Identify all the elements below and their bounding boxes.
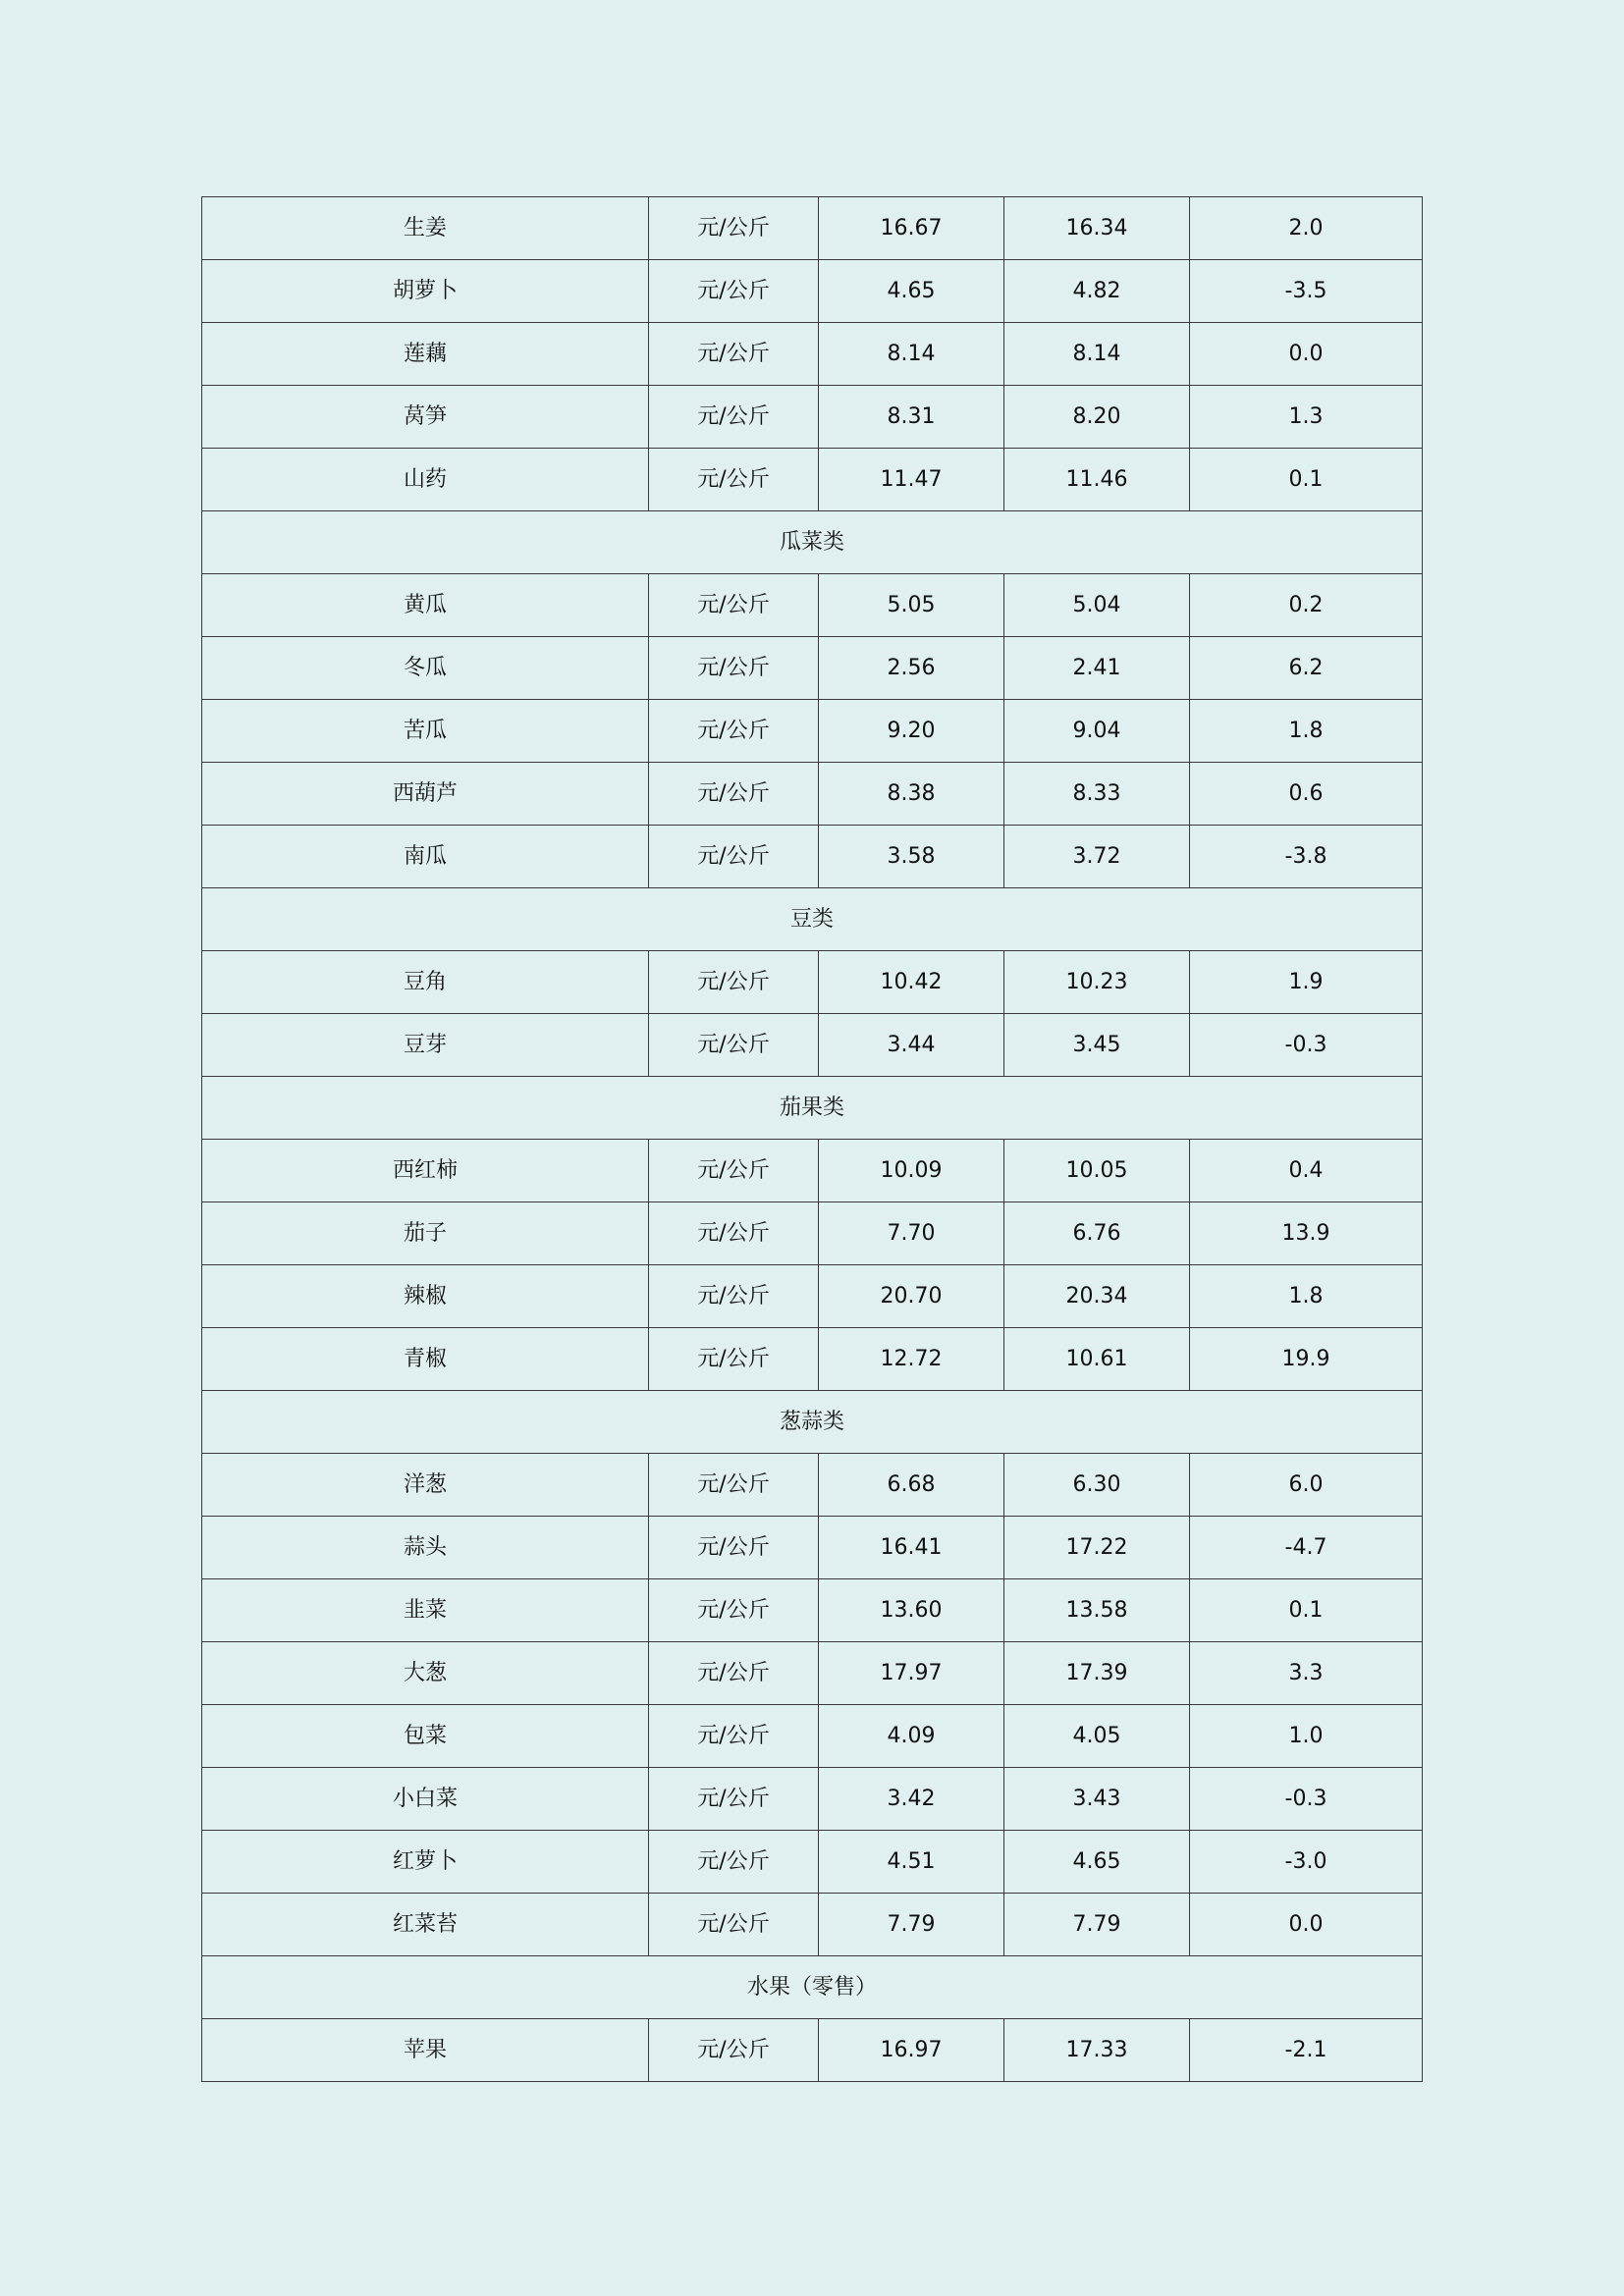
- current-price-cell: 8.31: [819, 386, 1004, 449]
- current-price-cell: 10.42: [819, 951, 1004, 1014]
- previous-price-cell: 4.05: [1004, 1705, 1190, 1768]
- previous-price-cell: 17.33: [1004, 2019, 1190, 2082]
- change-percent-cell: 0.6: [1190, 763, 1423, 826]
- table-row: [202, 1768, 1423, 1831]
- change-percent-cell: 6.2: [1190, 637, 1423, 700]
- change-percent-cell: 2.0: [1190, 197, 1423, 260]
- previous-price-cell: 8.33: [1004, 763, 1190, 826]
- item-name-cell: 韭菜: [202, 1579, 649, 1642]
- previous-price-cell: 4.65: [1004, 1831, 1190, 1894]
- unit-cell: 元/公斤: [649, 951, 819, 1014]
- table-row: [202, 323, 1423, 386]
- current-price-cell: 6.68: [819, 1454, 1004, 1517]
- current-price-cell: 16.41: [819, 1517, 1004, 1579]
- current-price-cell: 4.65: [819, 260, 1004, 323]
- item-name-cell: 青椒: [202, 1328, 649, 1391]
- change-percent-cell: 0.0: [1190, 1894, 1423, 1956]
- table-row: [202, 826, 1423, 888]
- unit-cell: 元/公斤: [649, 260, 819, 323]
- previous-price-cell: 17.22: [1004, 1517, 1190, 1579]
- table-row: [202, 951, 1423, 1014]
- item-name-cell: 小白菜: [202, 1768, 649, 1831]
- current-price-cell: 13.60: [819, 1579, 1004, 1642]
- change-percent-cell: 6.0: [1190, 1454, 1423, 1517]
- category-row: [202, 1391, 1423, 1454]
- current-price-cell: 5.05: [819, 574, 1004, 637]
- table-row: [202, 1642, 1423, 1705]
- table-row: [202, 2019, 1423, 2082]
- item-name-cell: 红菜苔: [202, 1894, 649, 1956]
- current-price-cell: 20.70: [819, 1265, 1004, 1328]
- table-row: [202, 1265, 1423, 1328]
- table-row: [202, 1140, 1423, 1202]
- category-label: 茄果类: [202, 1077, 1423, 1140]
- change-percent-cell: 0.1: [1190, 1579, 1423, 1642]
- unit-cell: 元/公斤: [649, 826, 819, 888]
- unit-cell: 元/公斤: [649, 700, 819, 763]
- change-percent-cell: 1.8: [1190, 1265, 1423, 1328]
- item-name-cell: 莴笋: [202, 386, 649, 449]
- previous-price-cell: 3.45: [1004, 1014, 1190, 1077]
- change-percent-cell: 1.0: [1190, 1705, 1423, 1768]
- item-name-cell: 辣椒: [202, 1265, 649, 1328]
- category-row: [202, 511, 1423, 574]
- current-price-cell: 10.09: [819, 1140, 1004, 1202]
- category-label: 豆类: [202, 888, 1423, 951]
- unit-cell: 元/公斤: [649, 1517, 819, 1579]
- previous-price-cell: 11.46: [1004, 449, 1190, 511]
- change-percent-cell: 0.4: [1190, 1140, 1423, 1202]
- item-name-cell: 胡萝卜: [202, 260, 649, 323]
- item-name-cell: 黄瓜: [202, 574, 649, 637]
- change-percent-cell: 19.9: [1190, 1328, 1423, 1391]
- table-row: [202, 763, 1423, 826]
- item-name-cell: 冬瓜: [202, 637, 649, 700]
- change-percent-cell: 3.3: [1190, 1642, 1423, 1705]
- change-percent-cell: -3.5: [1190, 260, 1423, 323]
- previous-price-cell: 3.72: [1004, 826, 1190, 888]
- item-name-cell: 南瓜: [202, 826, 649, 888]
- previous-price-cell: 16.34: [1004, 197, 1190, 260]
- category-label: 葱蒜类: [202, 1391, 1423, 1454]
- previous-price-cell: 10.61: [1004, 1328, 1190, 1391]
- category-row: [202, 888, 1423, 951]
- current-price-cell: 3.44: [819, 1014, 1004, 1077]
- unit-cell: 元/公斤: [649, 1831, 819, 1894]
- previous-price-cell: 6.76: [1004, 1202, 1190, 1265]
- current-price-cell: 12.72: [819, 1328, 1004, 1391]
- previous-price-cell: 7.79: [1004, 1894, 1190, 1956]
- previous-price-cell: 2.41: [1004, 637, 1190, 700]
- current-price-cell: 16.67: [819, 197, 1004, 260]
- previous-price-cell: 3.43: [1004, 1768, 1190, 1831]
- table-row: [202, 1014, 1423, 1077]
- unit-cell: 元/公斤: [649, 2019, 819, 2082]
- previous-price-cell: 10.23: [1004, 951, 1190, 1014]
- change-percent-cell: -2.1: [1190, 2019, 1423, 2082]
- previous-price-cell: 8.20: [1004, 386, 1190, 449]
- item-name-cell: 大葱: [202, 1642, 649, 1705]
- unit-cell: 元/公斤: [649, 1454, 819, 1517]
- unit-cell: 元/公斤: [649, 637, 819, 700]
- current-price-cell: 8.14: [819, 323, 1004, 386]
- change-percent-cell: 1.8: [1190, 700, 1423, 763]
- current-price-cell: 17.97: [819, 1642, 1004, 1705]
- current-price-cell: 16.97: [819, 2019, 1004, 2082]
- category-label: 水果（零售）: [202, 1956, 1423, 2019]
- change-percent-cell: 1.9: [1190, 951, 1423, 1014]
- unit-cell: 元/公斤: [649, 197, 819, 260]
- previous-price-cell: 10.05: [1004, 1140, 1190, 1202]
- item-name-cell: 莲藕: [202, 323, 649, 386]
- item-name-cell: 豆角: [202, 951, 649, 1014]
- table-row: [202, 386, 1423, 449]
- unit-cell: 元/公斤: [649, 1894, 819, 1956]
- table-row: [202, 1517, 1423, 1579]
- unit-cell: 元/公斤: [649, 1265, 819, 1328]
- current-price-cell: 7.79: [819, 1894, 1004, 1956]
- table-row: [202, 260, 1423, 323]
- category-label: 瓜菜类: [202, 511, 1423, 574]
- change-percent-cell: 0.1: [1190, 449, 1423, 511]
- unit-cell: 元/公斤: [649, 1014, 819, 1077]
- change-percent-cell: -0.3: [1190, 1014, 1423, 1077]
- item-name-cell: 红萝卜: [202, 1831, 649, 1894]
- table-row: [202, 1705, 1423, 1768]
- change-percent-cell: 1.3: [1190, 386, 1423, 449]
- category-row: [202, 1077, 1423, 1140]
- unit-cell: 元/公斤: [649, 574, 819, 637]
- current-price-cell: 8.38: [819, 763, 1004, 826]
- previous-price-cell: 6.30: [1004, 1454, 1190, 1517]
- table-row: [202, 1894, 1423, 1956]
- item-name-cell: 包菜: [202, 1705, 649, 1768]
- change-percent-cell: 0.2: [1190, 574, 1423, 637]
- current-price-cell: 4.51: [819, 1831, 1004, 1894]
- table-row: [202, 1579, 1423, 1642]
- change-percent-cell: -3.8: [1190, 826, 1423, 888]
- table-row: [202, 637, 1423, 700]
- item-name-cell: 苹果: [202, 2019, 649, 2082]
- table-row: [202, 1202, 1423, 1265]
- current-price-cell: 4.09: [819, 1705, 1004, 1768]
- item-name-cell: 豆芽: [202, 1014, 649, 1077]
- price-table: [201, 196, 1423, 2082]
- unit-cell: 元/公斤: [649, 1642, 819, 1705]
- previous-price-cell: 5.04: [1004, 574, 1190, 637]
- current-price-cell: 11.47: [819, 449, 1004, 511]
- unit-cell: 元/公斤: [649, 1328, 819, 1391]
- item-name-cell: 茄子: [202, 1202, 649, 1265]
- change-percent-cell: 0.0: [1190, 323, 1423, 386]
- previous-price-cell: 13.58: [1004, 1579, 1190, 1642]
- current-price-cell: 9.20: [819, 700, 1004, 763]
- item-name-cell: 西葫芦: [202, 763, 649, 826]
- table-body: [202, 197, 1423, 2082]
- item-name-cell: 洋葱: [202, 1454, 649, 1517]
- change-percent-cell: -4.7: [1190, 1517, 1423, 1579]
- table-row: [202, 574, 1423, 637]
- current-price-cell: 3.42: [819, 1768, 1004, 1831]
- item-name-cell: 苦瓜: [202, 700, 649, 763]
- previous-price-cell: 17.39: [1004, 1642, 1190, 1705]
- unit-cell: 元/公斤: [649, 1202, 819, 1265]
- change-percent-cell: -3.0: [1190, 1831, 1423, 1894]
- previous-price-cell: 9.04: [1004, 700, 1190, 763]
- unit-cell: 元/公斤: [649, 1140, 819, 1202]
- change-percent-cell: 13.9: [1190, 1202, 1423, 1265]
- change-percent-cell: -0.3: [1190, 1768, 1423, 1831]
- previous-price-cell: 4.82: [1004, 260, 1190, 323]
- table-row: [202, 700, 1423, 763]
- table-row: [202, 449, 1423, 511]
- table-row: [202, 1454, 1423, 1517]
- unit-cell: 元/公斤: [649, 386, 819, 449]
- table-row: [202, 1328, 1423, 1391]
- unit-cell: 元/公斤: [649, 763, 819, 826]
- unit-cell: 元/公斤: [649, 1768, 819, 1831]
- current-price-cell: 7.70: [819, 1202, 1004, 1265]
- current-price-cell: 2.56: [819, 637, 1004, 700]
- category-row: [202, 1956, 1423, 2019]
- item-name-cell: 生姜: [202, 197, 649, 260]
- table-row: [202, 197, 1423, 260]
- item-name-cell: 蒜头: [202, 1517, 649, 1579]
- unit-cell: 元/公斤: [649, 1705, 819, 1768]
- unit-cell: 元/公斤: [649, 1579, 819, 1642]
- table-row: [202, 1831, 1423, 1894]
- item-name-cell: 山药: [202, 449, 649, 511]
- previous-price-cell: 8.14: [1004, 323, 1190, 386]
- current-price-cell: 3.58: [819, 826, 1004, 888]
- item-name-cell: 西红柿: [202, 1140, 649, 1202]
- unit-cell: 元/公斤: [649, 449, 819, 511]
- unit-cell: 元/公斤: [649, 323, 819, 386]
- previous-price-cell: 20.34: [1004, 1265, 1190, 1328]
